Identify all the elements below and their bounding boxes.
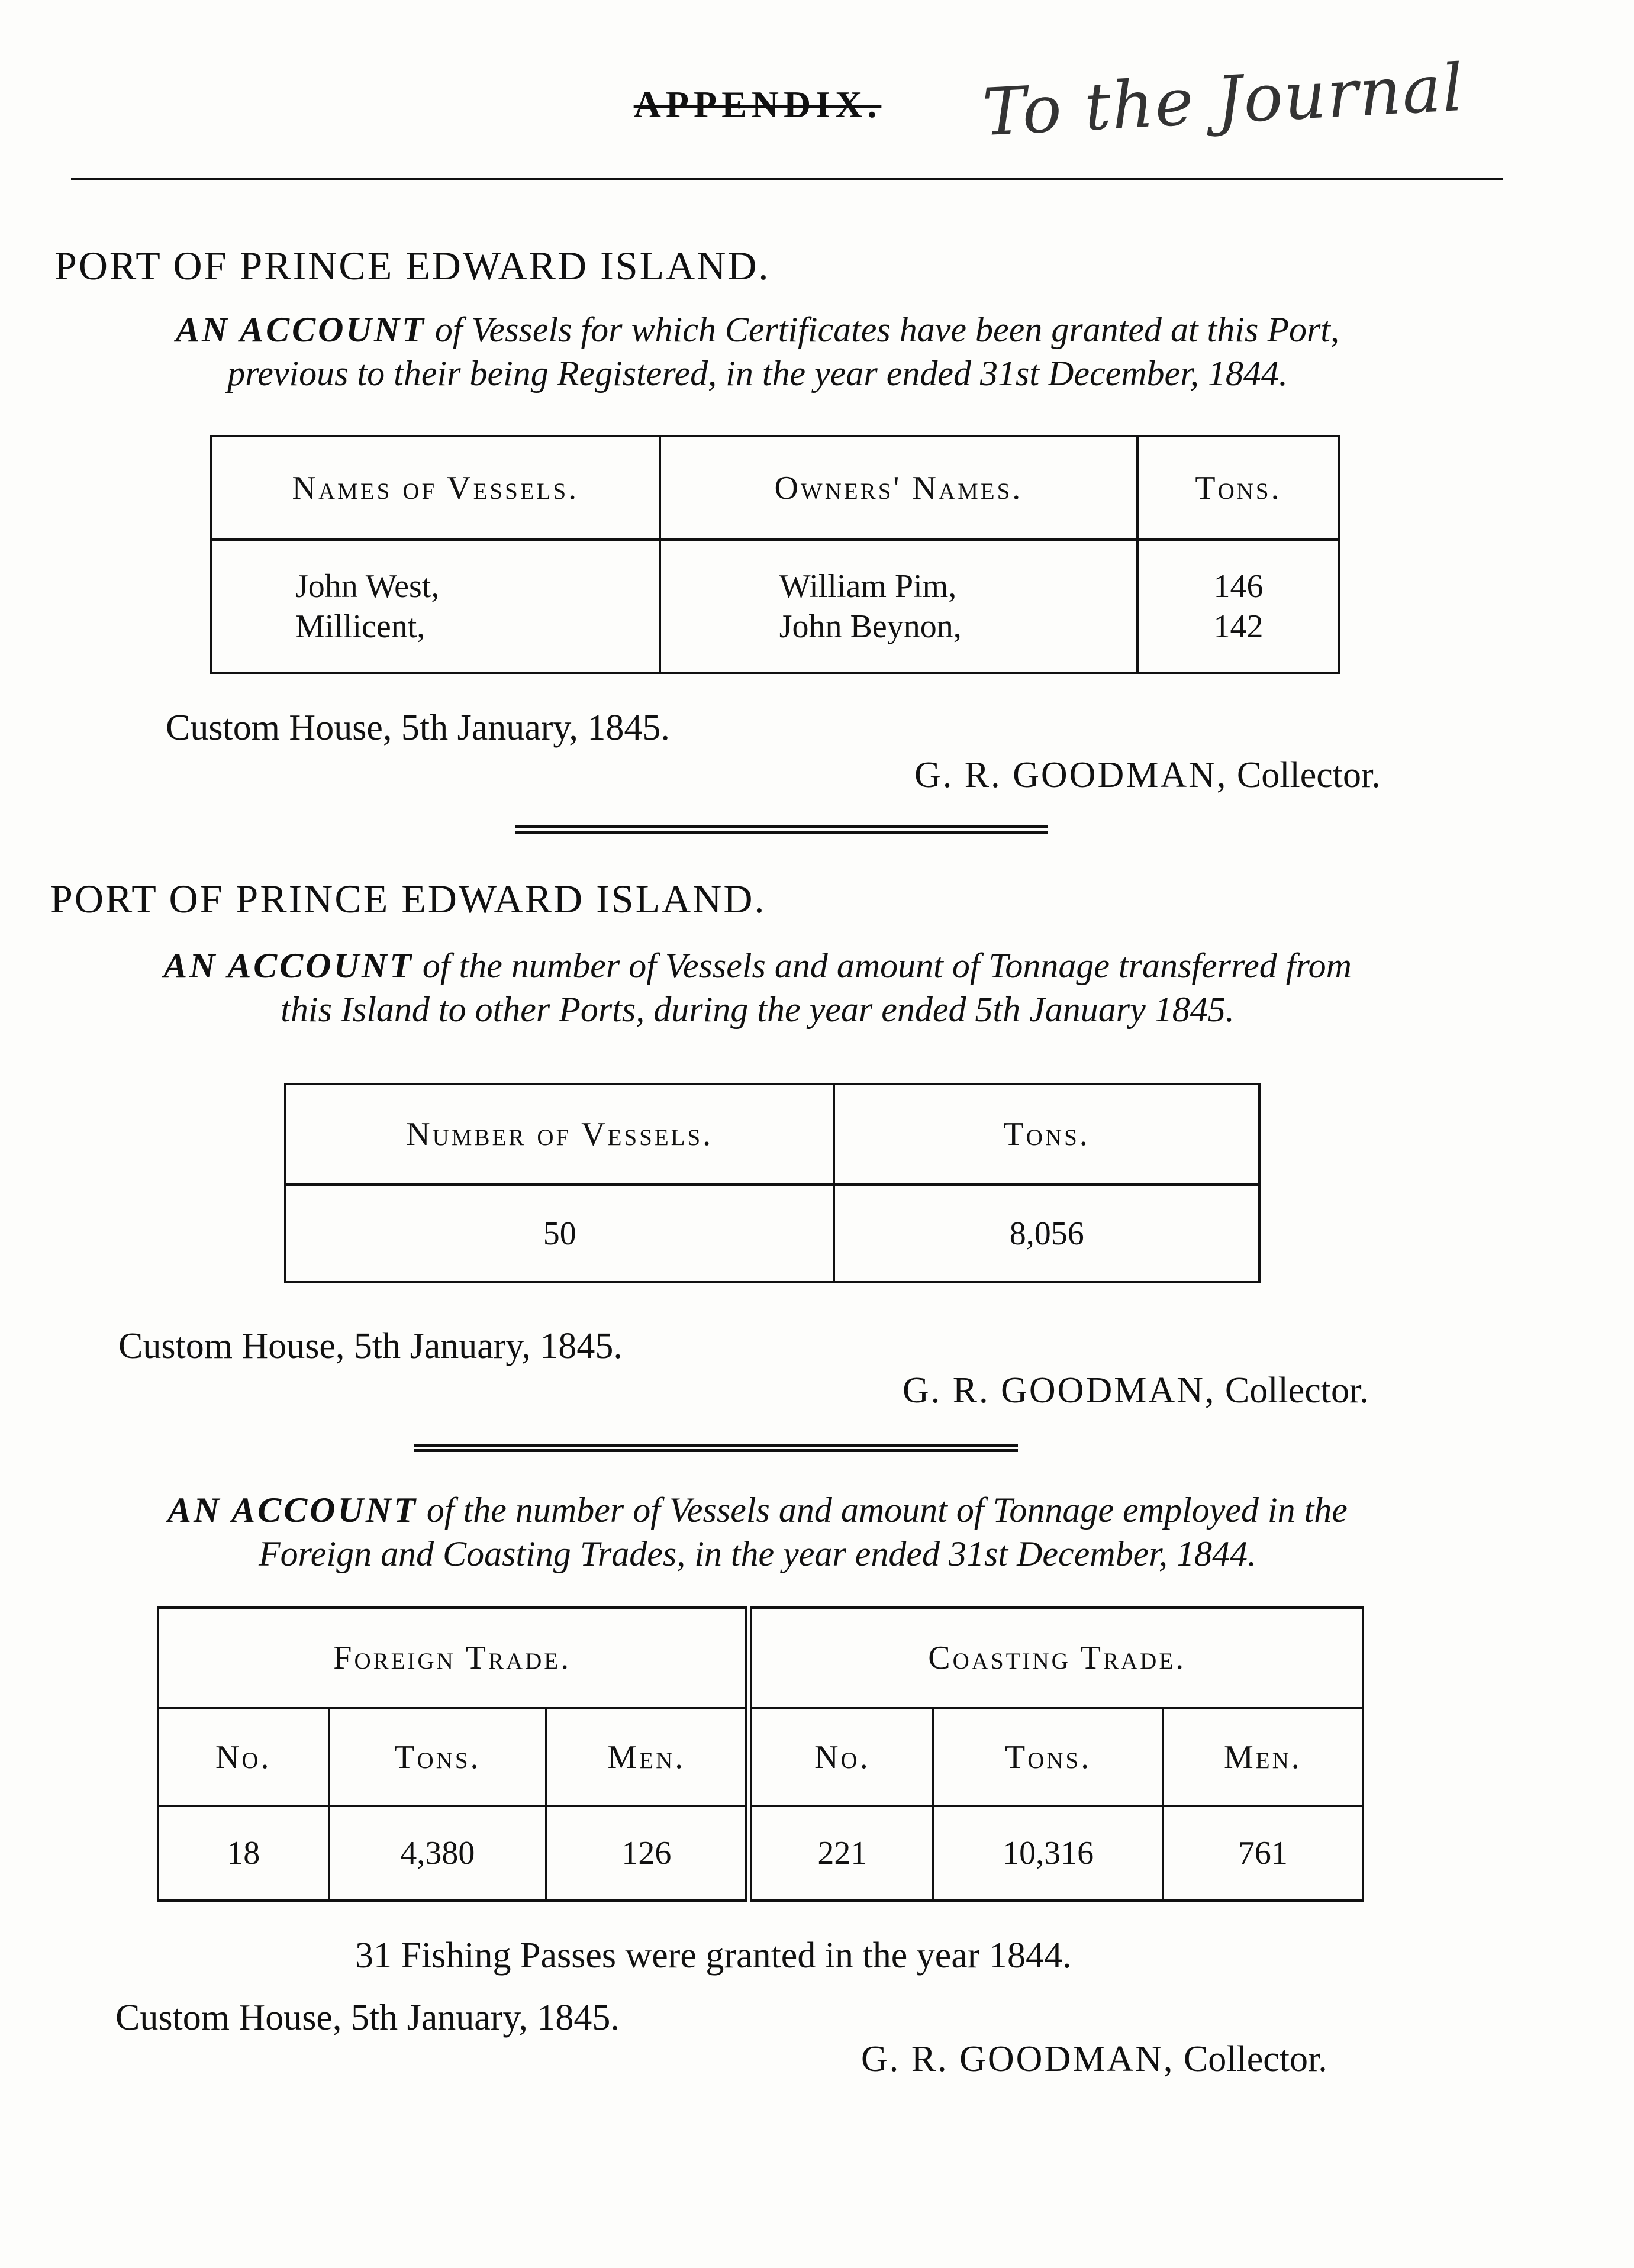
custom-house-3: Custom House, 5th January, 1845. bbox=[115, 1998, 620, 2038]
collector-title: Collector. bbox=[1183, 2039, 1327, 2079]
account-3 bbox=[30, 1488, 1485, 1576]
account-2 bbox=[36, 944, 1480, 1031]
owner-name: John Beynon, bbox=[779, 608, 962, 645]
account-line-3b: Foreign and Coasting Trades, in the year ended 31st December, 1844. bbox=[259, 1534, 1256, 1573]
vessels-count: 50 bbox=[285, 1185, 834, 1282]
account-line-2a: of the number of Vessels and amount of Tonnage transferred from bbox=[422, 946, 1352, 985]
owner-name: William Pim, bbox=[779, 567, 957, 605]
account-line-3a: of the number of Vessels and amount of Tonnage employed in the bbox=[426, 1491, 1348, 1530]
col-number-of-vessels: Number of Vessels. bbox=[285, 1084, 834, 1185]
coasting-men-value: 761 bbox=[1163, 1806, 1363, 1901]
col-foreign-trade: Foreign Trade. bbox=[158, 1608, 749, 1708]
handwritten-note: To the Journal bbox=[981, 49, 1467, 151]
port-title-1: PORT OF PRINCE EDWARD ISLAND. bbox=[54, 243, 771, 288]
header-rule bbox=[71, 178, 1503, 180]
collector-signature-3 bbox=[861, 2038, 1327, 2080]
col-coasting-no: No. bbox=[749, 1708, 933, 1806]
trades-table bbox=[157, 1606, 1364, 1902]
coasting-tons-value: 10,316 bbox=[933, 1806, 1162, 1901]
collector-name: G. R. GOODMAN, bbox=[861, 2039, 1175, 2079]
collector-title: Collector. bbox=[1236, 755, 1381, 795]
col-owners-names: Owners' Names. bbox=[660, 436, 1137, 540]
foreign-tons-value: 4,380 bbox=[329, 1806, 547, 1901]
owner-names-cell bbox=[660, 540, 1137, 673]
col-coasting-tons: Tons. bbox=[933, 1708, 1162, 1806]
double-rule bbox=[515, 825, 1048, 834]
tons-cell bbox=[1137, 540, 1339, 673]
certificates-table bbox=[210, 435, 1340, 674]
account-line-1b: previous to their being Registered, in the year ended 31st December, 1844. bbox=[227, 354, 1288, 393]
col-coasting-trade: Coasting Trade. bbox=[749, 1608, 1363, 1708]
col-foreign-tons: Tons. bbox=[329, 1708, 547, 1806]
double-rule bbox=[414, 1444, 1018, 1452]
collector-signature-2 bbox=[903, 1370, 1369, 1412]
transfers-table bbox=[284, 1083, 1261, 1283]
custom-house-1: Custom House, 5th January, 1845. bbox=[166, 708, 670, 748]
account-lead-2: AN ACCOUNT bbox=[163, 946, 414, 985]
fishing-passes-note: 31 Fishing Passes were granted in the year 1844. bbox=[355, 1935, 1072, 1976]
vessel-names-cell bbox=[211, 540, 660, 673]
col-names-of-vessels: Names of Vessels. bbox=[211, 436, 660, 540]
vessel-name: Millicent, bbox=[295, 608, 426, 645]
col-coasting-men: Men. bbox=[1163, 1708, 1363, 1806]
collector-signature-1 bbox=[914, 754, 1381, 796]
custom-house-2: Custom House, 5th January, 1845. bbox=[118, 1326, 623, 1366]
col-tons: Tons. bbox=[1137, 436, 1339, 540]
collector-name: G. R. GOODMAN, bbox=[903, 1370, 1216, 1411]
collector-title: Collector. bbox=[1224, 1370, 1369, 1411]
collector-name: G. R. GOODMAN, bbox=[914, 755, 1228, 795]
appendix-heading: APPENDIX. bbox=[633, 83, 882, 125]
col-foreign-men: Men. bbox=[546, 1708, 749, 1806]
account-line-2b: this Island to other Ports, during the year ended 5th January 1845. bbox=[281, 990, 1235, 1029]
col-foreign-no: No. bbox=[158, 1708, 329, 1806]
account-lead-3: AN ACCOUNT bbox=[167, 1491, 418, 1530]
coasting-no-value: 221 bbox=[749, 1806, 933, 1901]
tons-value: 8,056 bbox=[834, 1185, 1259, 1282]
foreign-no-value: 18 bbox=[158, 1806, 329, 1901]
vessel-name: John West, bbox=[295, 567, 440, 605]
tons-value: 142 bbox=[1213, 608, 1264, 645]
col-tons: Tons. bbox=[834, 1084, 1259, 1185]
port-title-2: PORT OF PRINCE EDWARD ISLAND. bbox=[50, 876, 766, 921]
foreign-men-value: 126 bbox=[546, 1806, 749, 1901]
account-1 bbox=[36, 308, 1480, 395]
account-lead-1: AN ACCOUNT bbox=[176, 310, 426, 349]
account-line-1a: of Vessels for which Certificates have been granted at this Port, bbox=[434, 310, 1339, 349]
tons-value: 146 bbox=[1213, 567, 1264, 605]
